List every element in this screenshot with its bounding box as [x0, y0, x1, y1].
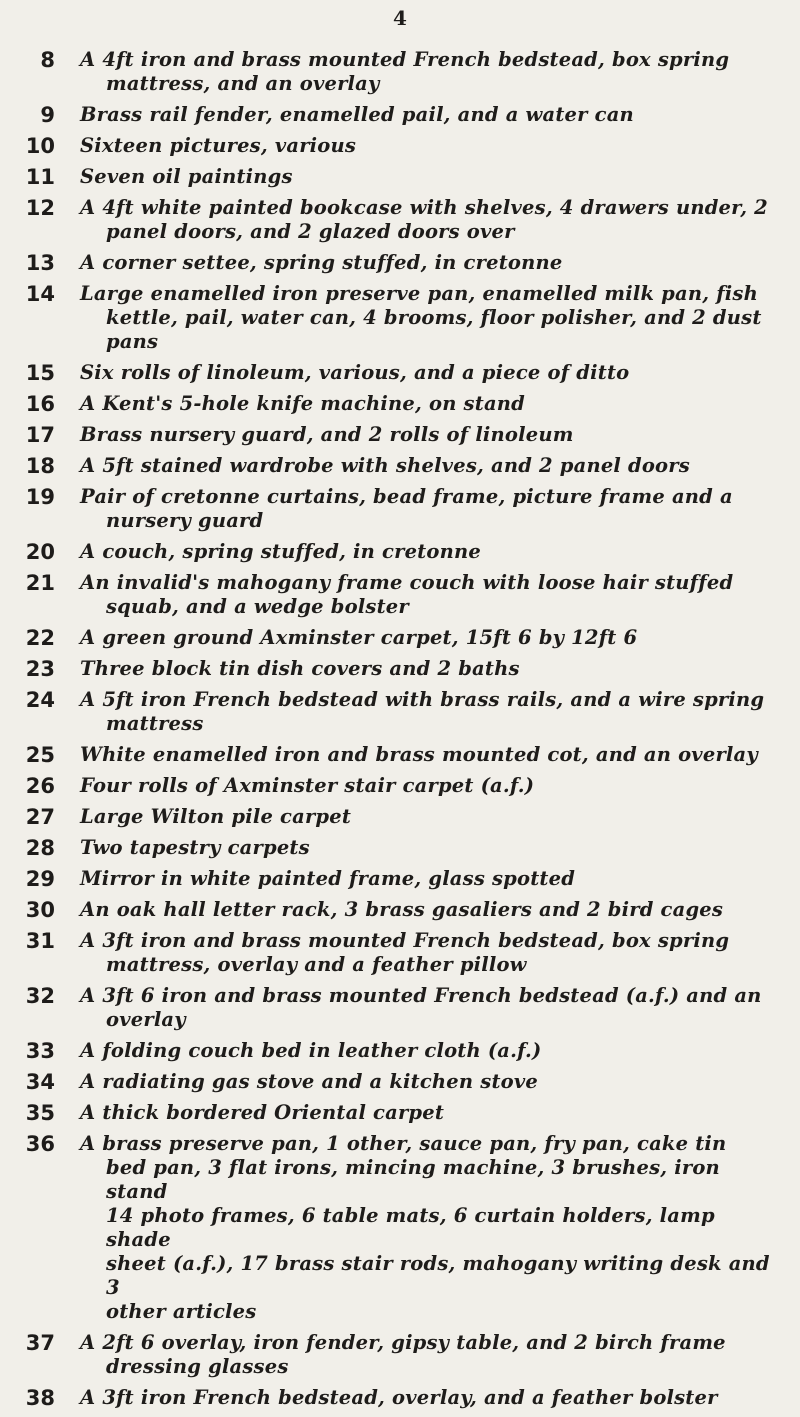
lot-entry [0, 48, 800, 96]
lot-description-line: A 3ft 6 iron and brass mounted French bedstead (a.f.) and an [80, 984, 762, 1007]
lot-description-line: Large enamelled iron preserve pan, enamelled milk pan, fish [80, 282, 758, 305]
lot-description [55, 454, 800, 478]
lot-number: 12 [25, 196, 55, 220]
lot-description [55, 423, 800, 447]
lot-description-line: Seven oil paintings [80, 165, 293, 188]
lot-entry [0, 898, 800, 922]
lot-description-line: squab, and a wedge bolster [106, 595, 409, 618]
lot-entry [0, 774, 800, 798]
lot-description [55, 485, 800, 533]
lot-description-line: Six rolls of linoleum, various, and a piece of ditto [80, 361, 630, 384]
lot-description [55, 392, 800, 416]
lot-entry [0, 1331, 800, 1379]
lot-description [55, 1331, 800, 1379]
lot-entry [0, 251, 800, 275]
lot-description [55, 165, 800, 189]
lot-number: 36 [25, 1132, 55, 1156]
lot-number: 9 [40, 103, 55, 127]
lot-description-line: overlay [106, 1008, 186, 1031]
lot-description [55, 540, 800, 564]
lot-entry [0, 1101, 800, 1125]
lot-entry [0, 540, 800, 564]
lot-entry [0, 626, 800, 650]
lot-description-line: Brass nursery guard, and 2 rolls of linoleum [80, 423, 574, 446]
lot-description-line: Three block tin dish covers and 2 baths [80, 657, 520, 680]
lot-description-line: A corner settee, spring stuffed, in cretonne [80, 251, 563, 274]
lot-entry [0, 1039, 800, 1063]
lot-description [55, 361, 800, 385]
lot-entry [0, 392, 800, 416]
lot-description-line: A 5ft stained wardrobe with shelves, and 2 panel doors [80, 454, 690, 477]
lot-entry [0, 836, 800, 860]
lot-description [55, 1070, 800, 1094]
lot-description [55, 1039, 800, 1063]
lot-number: 11 [25, 165, 55, 189]
lot-number: 28 [25, 836, 55, 860]
lot-number: 22 [25, 626, 55, 650]
page-number: 4 [393, 6, 407, 30]
lot-description [55, 196, 800, 244]
lot-number: 21 [25, 571, 55, 595]
lot-number: 27 [25, 805, 55, 829]
lot-description-line: An invalid's mahogany frame couch with loose hair stuffed [80, 571, 734, 594]
lot-description-line: panel doors, and 2 glazed doors over [106, 220, 515, 243]
lot-description [55, 867, 800, 891]
lot-description-line: A 4ft white painted bookcase with shelves, 4 drawers under, 2 [80, 196, 768, 219]
lot-entry [0, 282, 800, 354]
lot-number: 16 [25, 392, 55, 416]
lot-entry [0, 134, 800, 158]
lot-description-line: Pair of cretonne curtains, bead frame, picture frame and a [80, 485, 733, 508]
lot-description-line: A brass preserve pan, 1 other, sauce pan, fry pan, cake tin [80, 1132, 727, 1155]
lot-number: 17 [25, 423, 55, 447]
lot-description-line: A 3ft iron and brass mounted French bedstead, box spring [80, 929, 730, 952]
lot-number: 33 [25, 1039, 55, 1063]
lot-description [55, 898, 800, 922]
lot-description-line: Mirror in white painted frame, glass spotted [80, 867, 576, 890]
lot-description-line: Two tapestry carpets [80, 836, 310, 859]
lot-description [55, 1101, 800, 1125]
lot-description [55, 688, 800, 736]
lot-description-line: Brass rail fender, enamelled pail, and a water can [80, 103, 634, 126]
lot-description [55, 929, 800, 977]
lot-number: 24 [25, 688, 55, 712]
lot-description-line: An oak hall letter rack, 3 brass gasaliers and 2 bird cages [80, 898, 724, 921]
lot-description-line: dressing glasses [106, 1355, 289, 1378]
lot-entry [0, 571, 800, 619]
lot-number: 29 [25, 867, 55, 891]
lot-description-line: other articles [106, 1300, 257, 1323]
lot-description-line: A radiating gas stove and a kitchen stove [80, 1070, 539, 1093]
lot-description-line: A folding couch bed in leather cloth (a.f.) [80, 1039, 542, 1062]
lot-entry [0, 103, 800, 127]
lot-entry [0, 196, 800, 244]
lot-number: 25 [25, 743, 55, 767]
lot-description [55, 657, 800, 681]
lot-description [55, 984, 800, 1032]
lot-entry [0, 743, 800, 767]
lot-entry [0, 984, 800, 1032]
lot-entry [0, 1070, 800, 1094]
lot-entry [0, 485, 800, 533]
lot-entry [0, 361, 800, 385]
lot-description [55, 103, 800, 127]
lot-description-line: Sixteen pictures, various [80, 134, 357, 157]
lot-description [55, 836, 800, 860]
lot-description-line: A Kent's 5-hole knife machine, on stand [80, 392, 525, 415]
lot-description-line: sheet (a.f.), 17 brass stair rods, mahogany writing desk and 3 [106, 1252, 770, 1299]
lot-number: 37 [25, 1331, 55, 1355]
lot-description [55, 805, 800, 829]
lot-description-line: A 2ft 6 overlay, iron fender, gipsy table, and 2 birch frame [80, 1331, 726, 1354]
lot-entry [0, 454, 800, 478]
lot-description-line: 14 photo frames, 6 table mats, 6 curtain holders, lamp shade [106, 1204, 715, 1251]
lot-number: 20 [25, 540, 55, 564]
lot-entry [0, 657, 800, 681]
lot-number: 23 [25, 657, 55, 681]
lot-description-line: A thick bordered Oriental carpet [80, 1101, 445, 1124]
lot-description [55, 251, 800, 275]
lot-description [55, 48, 800, 96]
lot-number: 32 [25, 984, 55, 1008]
lot-entry [0, 165, 800, 189]
lot-description-line: A green ground Axminster carpet, 15ft 6 by 12ft 6 [80, 626, 638, 649]
lot-description-line: mattress, overlay and a feather pillow [106, 953, 527, 976]
lot-description [55, 1132, 800, 1324]
lot-description-line: bed pan, 3 flat irons, mincing machine, 3 brushes, iron stand [106, 1156, 720, 1203]
lot-number: 14 [25, 282, 55, 306]
lot-description-line: A couch, spring stuffed, in cretonne [80, 540, 481, 563]
lot-description-line: A 3ft iron French bedstead, overlay, and a feather bolster [80, 1386, 718, 1409]
lot-description-line: kettle, pail, water can, 4 brooms, floor polisher, and 2 dust pans [106, 306, 762, 353]
lot-description [55, 134, 800, 158]
lot-entry [0, 423, 800, 447]
lot-description [55, 774, 800, 798]
lot-description [55, 1386, 800, 1410]
lot-description-line: nursery guard [106, 509, 264, 532]
lot-number: 31 [25, 929, 55, 953]
lot-description-line: A 5ft iron French bedstead with brass rails, and a wire spring [80, 688, 765, 711]
lot-number: 10 [25, 134, 55, 158]
lot-description-line: mattress [106, 712, 204, 735]
lot-number: 34 [25, 1070, 55, 1094]
lot-description-line: mattress, and an overlay [106, 72, 380, 95]
lot-entry [0, 929, 800, 977]
lot-number: 13 [25, 251, 55, 275]
lot-description [55, 282, 800, 354]
lot-description [55, 571, 800, 619]
lot-entry [0, 1132, 800, 1324]
lot-entry [0, 805, 800, 829]
lot-number: 19 [25, 485, 55, 509]
lot-number: 26 [25, 774, 55, 798]
lot-description-line: A 4ft iron and brass mounted French bedstead, box spring [80, 48, 730, 71]
lot-number: 8 [40, 48, 55, 72]
lot-description-line: Large Wilton pile carpet [80, 805, 352, 828]
lot-description [55, 626, 800, 650]
lot-entry [0, 688, 800, 736]
lot-description [55, 743, 800, 767]
lot-description-line: Four rolls of Axminster stair carpet (a.f.) [80, 774, 535, 797]
lot-list [0, 48, 800, 1417]
lot-entry [0, 867, 800, 891]
lot-number: 38 [25, 1386, 55, 1410]
lot-entry [0, 1386, 800, 1410]
lot-number: 15 [25, 361, 55, 385]
lot-description-line: White enamelled iron and brass mounted cot, and an overlay [80, 743, 758, 766]
lot-number: 30 [25, 898, 55, 922]
lot-number: 35 [25, 1101, 55, 1125]
lot-number: 18 [25, 454, 55, 478]
